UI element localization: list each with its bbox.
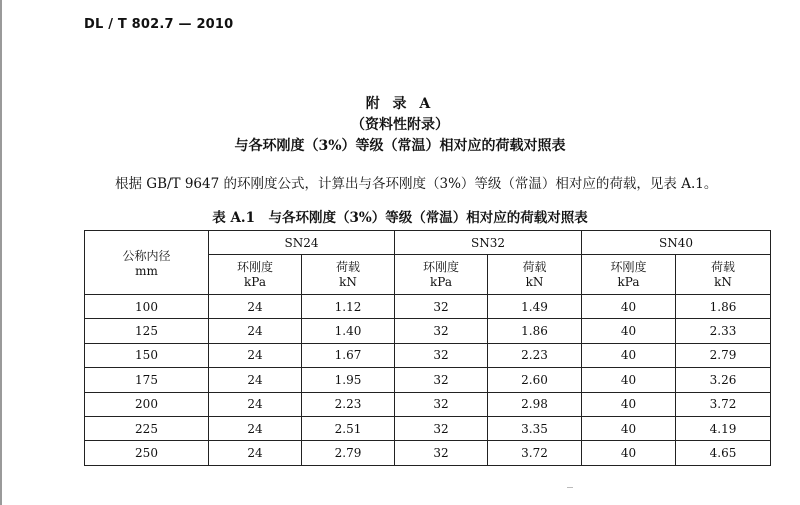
header-stiffness [582,255,676,295]
cell-diameter: 125 [85,319,209,343]
appendix-title: 附 录 A [365,96,435,112]
cell-sn32-stiffness: 32 [395,343,488,367]
table-row [85,368,771,392]
table-row [85,319,771,343]
body-paragraph: 根据 GB/T 9647 的环刚度公式，计算出与各环刚度（3%）等级（常温）相对应的荷载，见表 A.1。 [115,176,718,192]
cell-sn40-load: 3.26 [676,368,771,392]
cell-sn40-load: 2.79 [676,343,771,367]
header-load-label: 荷载 [522,259,547,274]
cell-sn24-stiffness: 24 [209,368,302,392]
header-stiffness [209,255,302,295]
header-stiffness-unit: kPa [617,274,640,289]
header-diameter-label: 公称内径 [122,249,171,263]
header-load [302,255,395,295]
cell-sn24-stiffness: 24 [209,441,302,465]
cell-sn24-load: 1.40 [302,319,395,343]
cell-sn40-load: 4.65 [676,441,771,465]
cell-sn40-load: 1.86 [676,295,771,319]
cell-sn24-stiffness: 24 [209,416,302,440]
header-load [676,255,771,295]
cell-sn32-load: 1.49 [488,295,582,319]
header-load-unit: kN [714,274,732,289]
cell-sn40-stiffness: 40 [582,416,676,440]
cell-sn40-load: 2.33 [676,319,771,343]
cell-sn24-load: 2.51 [302,416,395,440]
cell-diameter: 250 [85,441,209,465]
table-row [85,392,771,416]
page-left-border [0,0,2,505]
cell-sn40-stiffness: 40 [582,368,676,392]
cell-diameter: 175 [85,368,209,392]
cell-sn32-load: 3.35 [488,416,582,440]
header-group-sn32: SN32 [395,231,582,255]
cell-sn32-load: 3.72 [488,441,582,465]
cell-sn40-stiffness: 40 [582,441,676,465]
load-table [84,230,771,466]
appendix-subtitle: （资料性附录） [351,117,449,133]
header-load-unit: kN [339,274,357,289]
cell-sn40-load: 3.72 [676,392,771,416]
document-code: DL / T 802.7 — 2010 [84,17,234,32]
cell-sn32-stiffness: 32 [395,416,488,440]
header-diameter-unit: mm [135,264,158,278]
table-header-row [85,231,771,255]
header-stiffness-label: 环刚度 [610,259,647,274]
cell-sn32-stiffness: 32 [395,319,488,343]
appendix-heading: 与各环刚度（3%）等级（常温）相对应的荷载对照表 [234,138,566,154]
cell-sn32-load: 2.98 [488,392,582,416]
cell-sn32-stiffness: 32 [395,295,488,319]
cell-sn32-stiffness: 32 [395,368,488,392]
header-stiffness-label: 环刚度 [236,259,273,274]
table-caption: 表 A.1 与各环刚度（3%）等级（常温）相对应的荷载对照表 [212,210,588,226]
cell-diameter: 150 [85,343,209,367]
header-load [488,255,582,295]
scan-mark [567,487,573,488]
cell-sn24-stiffness: 24 [209,343,302,367]
cell-sn32-stiffness: 32 [395,392,488,416]
header-diameter [85,231,209,295]
cell-diameter: 200 [85,392,209,416]
cell-diameter: 225 [85,416,209,440]
cell-sn40-stiffness: 40 [582,295,676,319]
cell-sn32-load: 1.86 [488,319,582,343]
cell-sn32-stiffness: 32 [395,441,488,465]
cell-sn40-stiffness: 40 [582,343,676,367]
table-row [85,295,771,319]
header-stiffness-unit: kPa [244,274,266,289]
table-row [85,343,771,367]
table-row [85,441,771,465]
header-load-label: 荷载 [335,259,360,274]
cell-sn24-load: 2.23 [302,392,395,416]
cell-sn24-load: 1.67 [302,343,395,367]
cell-sn40-stiffness: 40 [582,319,676,343]
cell-sn40-load: 4.19 [676,416,771,440]
cell-sn32-load: 2.60 [488,368,582,392]
table-row [85,416,771,440]
cell-sn24-stiffness: 24 [209,319,302,343]
cell-sn24-load: 1.95 [302,368,395,392]
header-stiffness-label: 环刚度 [422,259,459,274]
header-group-sn40: SN40 [582,231,771,255]
cell-sn24-load: 2.79 [302,441,395,465]
header-load-label: 荷载 [710,259,735,274]
header-load-unit: kN [525,274,544,289]
cell-sn24-stiffness: 24 [209,392,302,416]
cell-sn32-load: 2.23 [488,343,582,367]
cell-sn24-load: 1.12 [302,295,395,319]
header-stiffness [395,255,488,295]
cell-sn40-stiffness: 40 [582,392,676,416]
header-stiffness-unit: kPa [430,274,452,289]
header-group-sn24: SN24 [209,231,395,255]
cell-diameter: 100 [85,295,209,319]
cell-sn24-stiffness: 24 [209,295,302,319]
